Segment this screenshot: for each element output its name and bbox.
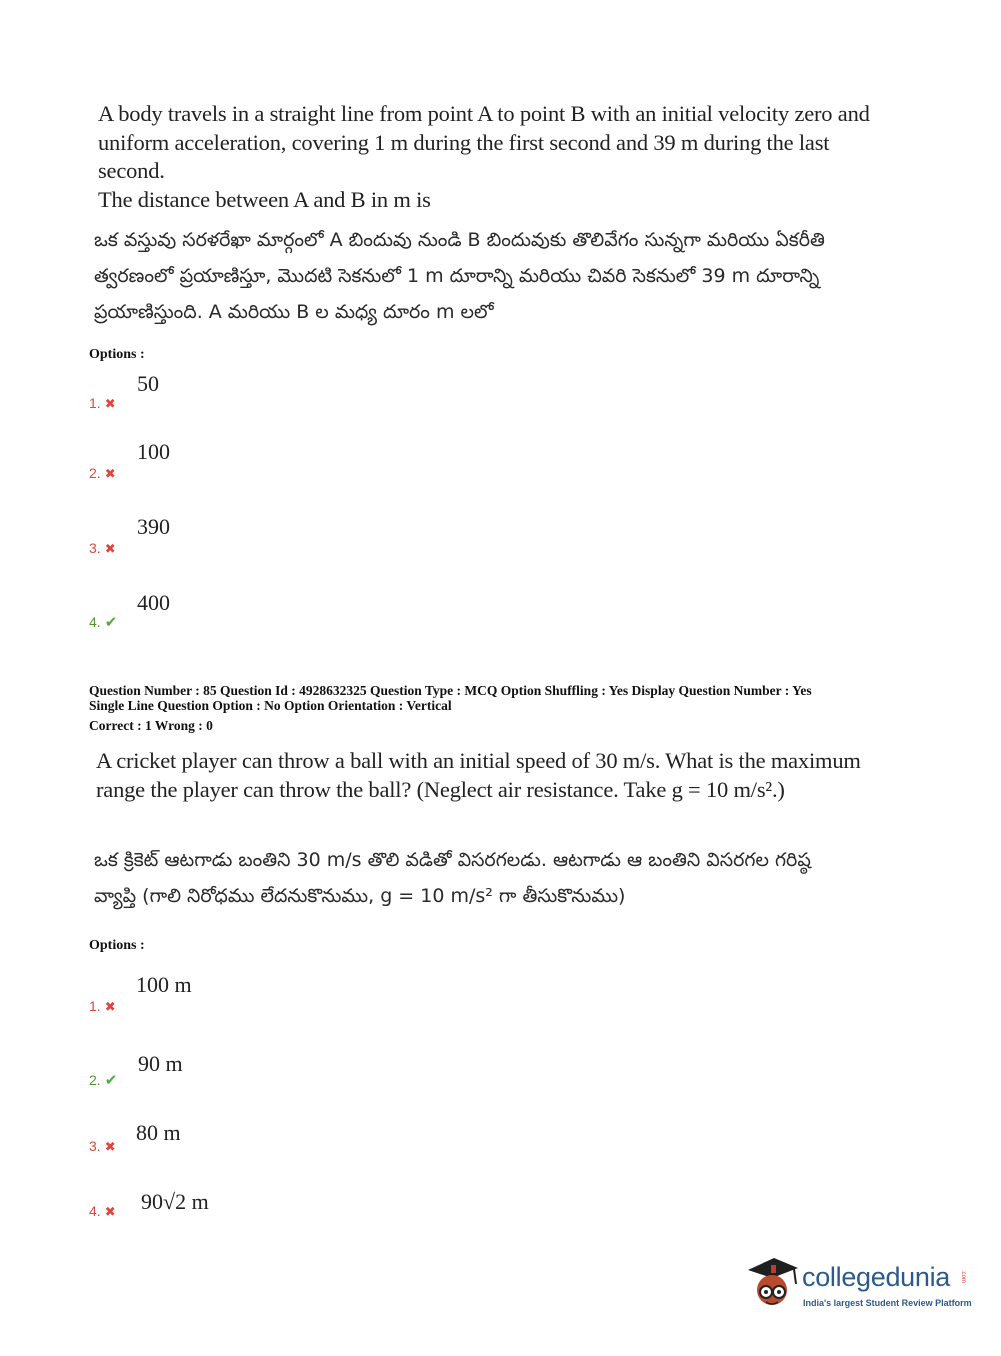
option-2-marker (89, 1071, 117, 1090)
option-2-marker (89, 465, 116, 483)
option-3-marker (89, 540, 116, 558)
option-number: 4. (89, 614, 101, 630)
question-marks: Correct : 1 Wrong : 0 (89, 718, 213, 733)
question-2-telugu-line: ఒక క్రికెట్ ఆటగాడు బంతిని 30 m/s తొలి వడితో విసరగలడు. ఆటగాడు ఆ బంతిని విసరగల గరిష్ఠ (94, 849, 811, 871)
question-1-line: A body travels in a straight line from point A to point B with an initial velocity zero and (98, 101, 870, 126)
brand-domain: .com (960, 1270, 966, 1284)
wrong-icon: ✖ (104, 467, 116, 482)
question-2-english (96, 747, 896, 804)
mascot-logo-icon (742, 1250, 802, 1310)
question-1-english (98, 100, 898, 214)
option-number: 2. (89, 1072, 101, 1088)
question-1-telugu (94, 222, 904, 330)
wrong-icon: ✖ (104, 1140, 116, 1155)
question-1-telugu-line: ఒక వస్తువు సరళరేఖా మార్గంలో A బిందువు నుండి B బిందువుకు తొలివేగం సున్నగా మరియు ఏకరీతి (94, 229, 825, 251)
option-number: 4. (89, 1203, 101, 1219)
question-1-line: The distance between A and B in m is (98, 186, 431, 212)
question-meta (89, 683, 812, 733)
options-label: Options : (89, 347, 145, 362)
option-number: 3. (89, 1138, 101, 1154)
option-2-value[interactable]: 90 m (138, 1051, 183, 1076)
option-1-value[interactable]: 50 (137, 371, 159, 396)
option-number: 3. (89, 540, 101, 556)
option-number: 2. (89, 465, 101, 481)
wrong-icon: ✖ (104, 1205, 116, 1220)
wrong-icon: ✖ (104, 1000, 116, 1015)
check-icon: ✔ (104, 1071, 118, 1089)
options-label: Options : (89, 938, 145, 953)
option-number: 1. (89, 395, 101, 411)
wrong-icon: ✖ (104, 397, 116, 412)
option-2-value[interactable]: 100 (137, 439, 170, 464)
option-3-value[interactable]: 80 m (136, 1120, 181, 1145)
brand-name: collegedunia (802, 1262, 951, 1292)
question-meta-line: Single Line Question Option : No Option Orientation : Vertical (89, 698, 452, 713)
option-4-value[interactable]: 90√2 m (141, 1189, 209, 1214)
option-1-value[interactable]: 100 m (136, 972, 192, 997)
option-4-value[interactable]: 400 (137, 590, 170, 615)
check-icon: ✔ (104, 613, 118, 631)
question-2-telugu-line: వ్యాప్తి (గాలి నిరోధము లేదనుకొనుము, g = 10 m/s² గా తీసుకొనుము) (94, 885, 626, 907)
option-4-marker (89, 1203, 116, 1221)
question-1-telugu-line: ప్రయాణిస్తుంది. A మరియు B ల మధ్య దూరం m లలో (94, 301, 494, 323)
question-meta-line: Question Number : 85 Question Id : 4928632325 Question Type : MCQ Option Shuffling : Yes Display Question Number : Yes (89, 683, 812, 698)
question-2-telugu (94, 842, 904, 914)
question-1-telugu-line: త్వరణంలో ప్రయాణిస్తూ, మొదటి సెకనులో 1 m దూరాన్ని మరియు చివరి సెకనులో 39 m దూరాన్ని (94, 265, 820, 287)
option-1-marker (89, 998, 116, 1016)
question-1-line: uniform acceleration, covering 1 m during the first second and 39 m during the last second. (98, 129, 830, 183)
option-4-marker (89, 613, 117, 632)
question-2-line: A cricket player can throw a ball with an initial speed of 30 m/s. What is the maximum (96, 748, 861, 773)
option-number: 1. (89, 998, 101, 1014)
option-1-marker (89, 395, 116, 413)
option-3-marker (89, 1138, 116, 1156)
brand-tagline: India's largest Student Review Platform (803, 1298, 972, 1308)
question-2-line: range the player can throw the ball? (Neglect air resistance. Take g = 10 m/s².) (96, 776, 785, 802)
wrong-icon: ✖ (104, 542, 116, 557)
option-3-value[interactable]: 390 (137, 514, 170, 539)
